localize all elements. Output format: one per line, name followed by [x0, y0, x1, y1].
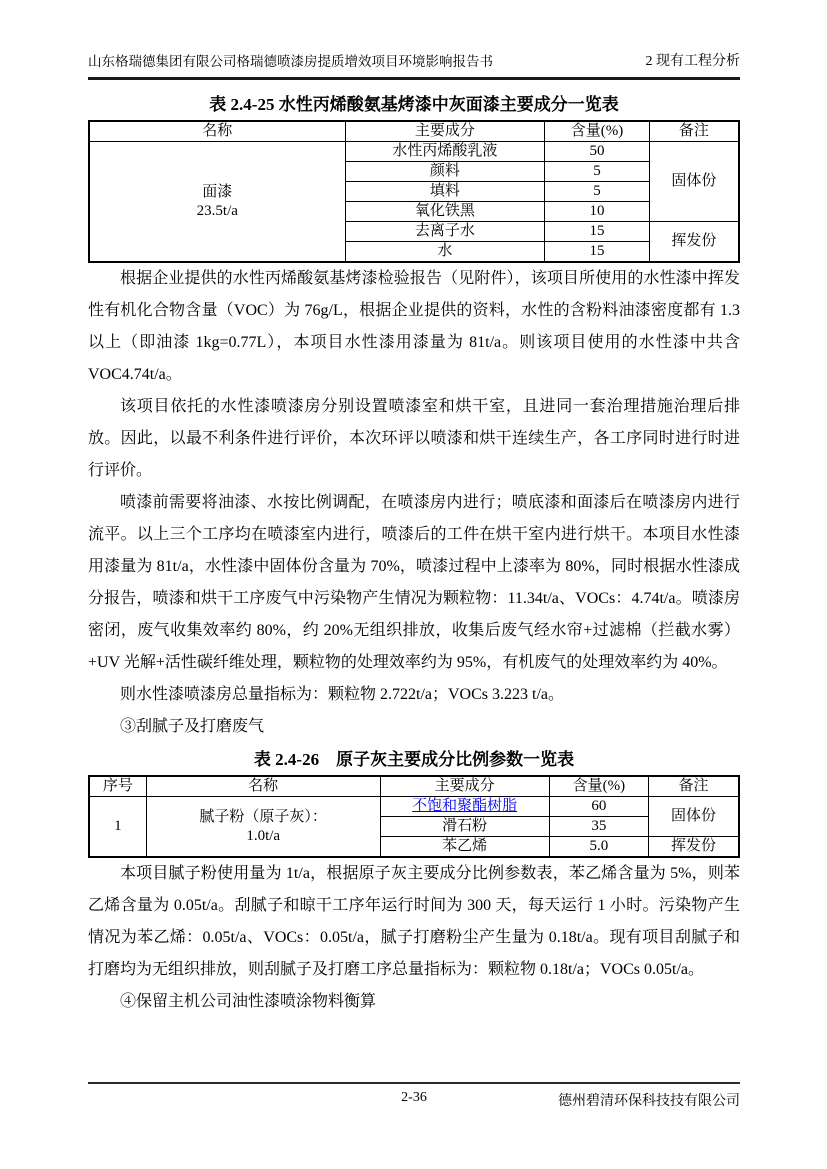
- table-2-4-25-title: 表 2.4-25 水性丙烯酸氨基烤漆中灰面漆主要成分一览表: [209, 95, 619, 114]
- paint-name-cell: [89, 142, 345, 263]
- page-footer: [88, 1082, 740, 1110]
- content-cell: 60: [549, 797, 648, 817]
- component-cell: 水性丙烯酸乳液: [345, 142, 545, 162]
- content-cell: 35: [549, 817, 648, 837]
- component-cell: 苯乙烯: [380, 837, 549, 858]
- table-2-4-26: [88, 775, 740, 858]
- table-row: [89, 142, 739, 162]
- putty-amount: 1.0t/a: [246, 827, 281, 844]
- column-header-remark: 备注: [649, 776, 739, 797]
- content-cell: 50: [545, 142, 650, 162]
- content-cell: 10: [545, 202, 650, 222]
- paragraph-total-index: 则水性漆喷漆房总量指标为：颗粒物 2.722t/a；VOCs 3.223 t/a。: [120, 686, 564, 703]
- table-row: [89, 797, 739, 817]
- remark-solid-cell: 固体份: [649, 142, 739, 222]
- column-header-name: 名称: [89, 121, 345, 142]
- heading-oil-paint-balance: ④保留主机公司油性漆喷涂物料衡算: [120, 993, 377, 1010]
- putty-name-cell: [146, 797, 380, 858]
- remark-volatile-cell: 挥发份: [649, 222, 739, 263]
- content-cell: 15: [545, 222, 650, 242]
- page-header: [88, 50, 740, 80]
- polyester-resin-link[interactable]: 不饱和聚酯树脂: [412, 798, 518, 814]
- paint-name: 面漆: [202, 183, 233, 200]
- header-chapter-label: 2 现有工程分析: [645, 54, 740, 69]
- table-2-4-26-title: 表 2.4-26 原子灰主要成分比例参数一览表: [253, 750, 575, 769]
- column-header-component: 主要成分: [380, 776, 549, 797]
- footer-page-number: 2-36: [401, 1090, 427, 1105]
- content-cell: 5.0: [549, 837, 648, 858]
- content-cell: 5: [545, 162, 650, 182]
- component-cell: 去离子水: [345, 222, 545, 242]
- column-header-component: 主要成分: [345, 121, 545, 142]
- heading-putty-waste-gas: ③刮腻子及打磨废气: [120, 718, 265, 735]
- remark-solid-cell: 固体份: [649, 797, 739, 837]
- component-cell: 颜料: [345, 162, 545, 182]
- paragraph-spray-room: 该项目依托的水性漆喷漆房分别设置喷漆室和烘干室，且进同一套治理措施治理后排放。因此，以最不利条件进行评价，本次环评以喷漆和烘干连续生产，各工序同时进行时进行评价。: [88, 398, 740, 479]
- table-header-row: [89, 121, 739, 142]
- component-cell: 水: [345, 242, 545, 263]
- paragraph-process-emissions: 喷漆前需要将油漆、水按比例调配，在喷漆房内进行；喷底漆和面漆后在喷漆房内进行流平。以上三个工序均在喷漆室内进行，喷漆后的工件在烘干室内进行烘干。本项目水性漆用漆量为 81t/a，水性漆中固体份含量为 70%，喷漆过程中上漆率为 80%，同时根据水性漆成分报告，喷漆和烘干工序废气中污染物产生情况为颗粒物：11.34t/a、VOCs：4.74t/a。喷漆房密闭，废气收集效率约 80%，约 20%无组织排放，收集后废气经水帘+过滤棉（拦截水雾）+UV 光解+活性碳纤维处理，颗粒物的处理效率约为 95%，有机废气的处理效率约为 40%。: [88, 494, 740, 671]
- footer-company-name: 德州碧清环保科技技有限公司: [558, 1094, 740, 1109]
- remark-volatile-cell: 挥发份: [649, 837, 739, 858]
- component-cell: [380, 797, 549, 817]
- column-header-content: 含量(%): [549, 776, 648, 797]
- putty-name: 腻子粉（原子灰）：: [199, 808, 327, 825]
- column-header-index: 序号: [89, 776, 146, 797]
- page-content: [88, 88, 740, 1018]
- column-header-name: 名称: [146, 776, 380, 797]
- table-header-row: [89, 776, 739, 797]
- index-cell: 1: [89, 797, 146, 858]
- content-cell: 15: [545, 242, 650, 263]
- column-header-content: 含量(%): [545, 121, 650, 142]
- component-cell: 氧化铁黑: [345, 202, 545, 222]
- column-header-remark: 备注: [649, 121, 739, 142]
- header-report-title: 山东格瑞德集团有限公司格瑞德喷漆房提质增效项目环境影响报告书: [88, 54, 493, 69]
- paint-amount: 23.5t/a: [196, 202, 238, 219]
- component-cell: 滑石粉: [380, 817, 549, 837]
- paragraph-voc-calc: 根据企业提供的水性丙烯酸氨基烤漆检验报告（见附件），该项目所使用的水性漆中挥发性有机化合物含量（VOC）为 76g/L，根据企业提供的资料，水性的含粉料油漆密度都有 1.3 以上（即油漆 1kg=0.77L），本项目水性漆用漆量为 81t/a。则该项目使用的水性漆中共含 VOC4.74t/a。: [88, 270, 740, 383]
- paragraph-putty-calc: 本项目腻子粉使用量为 1t/a，根据原子灰主要成分比例参数表，苯乙烯含量为 5%，则苯乙烯含量为 0.05t/a。刮腻子和晾干工序年运行时间为 300 天，每天运行 1 小时。污染物产生情况为苯乙烯：0.05t/a、VOCs：0.05t/a，腻子打磨粉尘产生量为 0.18t/a。现有项目刮腻子和打磨均为无组织排放，则刮腻子及打磨工序总量指标为：颗粒物 0.18t/a；VOCs 0.05t/a。: [88, 865, 740, 978]
- table-2-4-25: [88, 120, 740, 263]
- content-cell: 5: [545, 182, 650, 202]
- component-cell: 填料: [345, 182, 545, 202]
